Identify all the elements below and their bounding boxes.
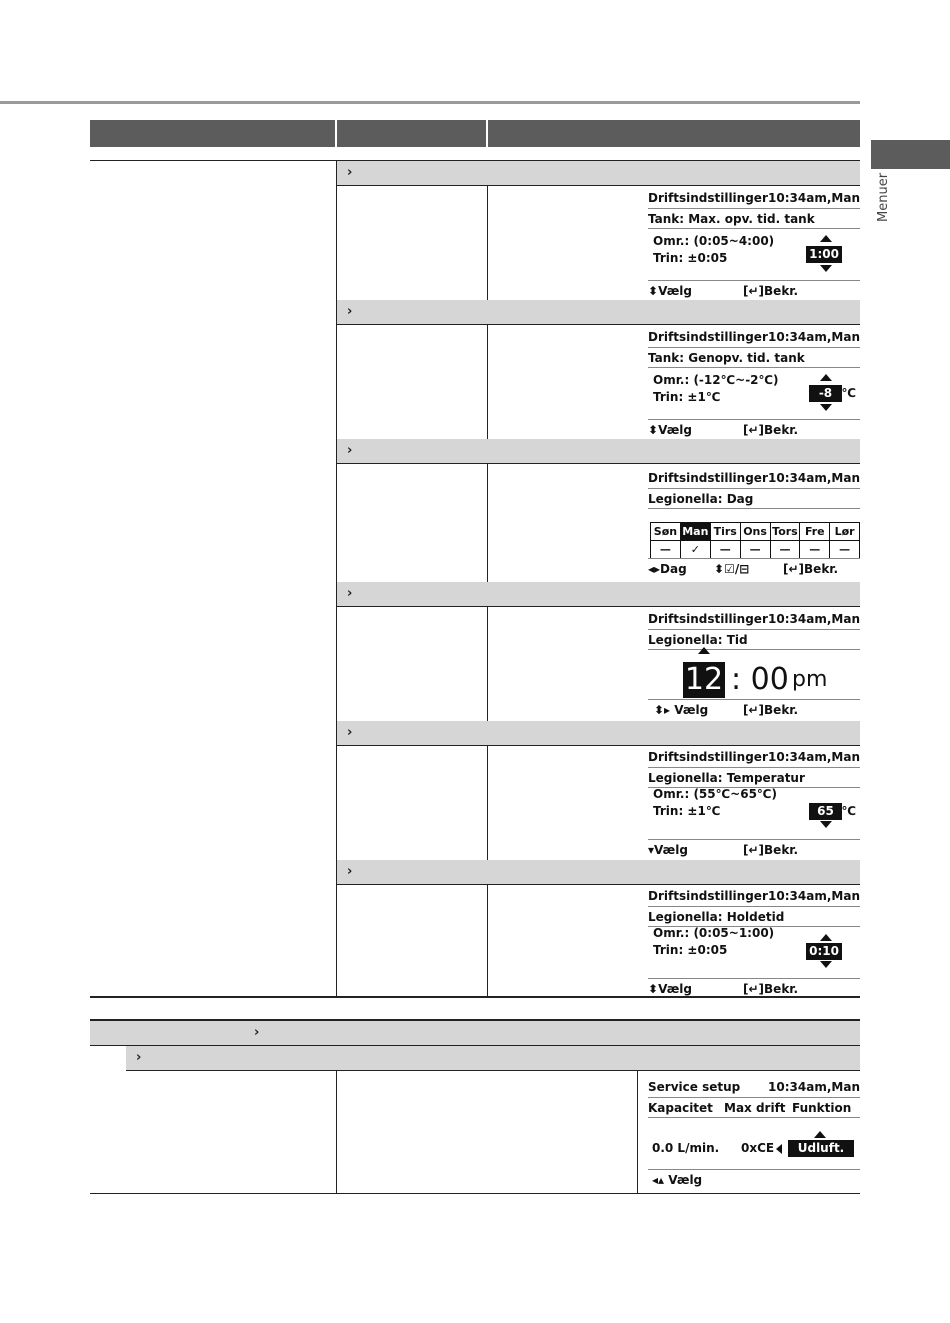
- lcd-panel-service-setup: [648, 1078, 860, 1190]
- lcd-title: Driftsindstillinger: [648, 191, 768, 205]
- sub-header-row: [337, 439, 860, 463]
- arrow-up-icon: [820, 934, 832, 941]
- lcd-foot-confirm: Bekr.: [764, 423, 799, 437]
- row-rule: [337, 324, 860, 325]
- sub-header-row: [126, 1046, 860, 1070]
- enter-icon: [↵]: [743, 982, 765, 996]
- enter-icon: [↵]: [783, 562, 805, 576]
- lcd-foot-confirm: Bekr.: [764, 284, 799, 298]
- arrow-down-icon: [820, 404, 832, 411]
- enter-icon: [↵]: [743, 423, 765, 437]
- day-label: Lør: [830, 523, 860, 541]
- lcd-time: 10:34am,Man: [768, 889, 860, 903]
- dash-icon: —: [770, 541, 800, 559]
- lcd-panel-reheat-time: [648, 328, 860, 440]
- chevron-right-icon: ›: [347, 864, 353, 879]
- ampm-value: pm: [792, 667, 828, 692]
- dash-icon: —: [830, 541, 860, 559]
- lcd-foot-select: Vælg: [654, 843, 688, 857]
- lcd-subtitle: Legionella: Tid: [648, 631, 860, 650]
- day-label: Ons: [740, 523, 770, 541]
- arrow-up-icon: [814, 1131, 826, 1138]
- lcd-title: Driftsindstillinger: [648, 330, 768, 344]
- lcd-panel-legionella-temp: [648, 748, 860, 860]
- enter-icon: [↵]: [743, 284, 765, 298]
- arrow-down-icon: [820, 821, 832, 828]
- lcd-title: Driftsindstillinger: [648, 612, 768, 626]
- arrow-down-icon: [698, 690, 710, 697]
- up-down-right-icon: ⬍▸: [654, 703, 675, 717]
- arrow-left-icon: [776, 1144, 782, 1154]
- arrow-up-icon: [820, 374, 832, 381]
- lcd-title: Driftsindstillinger: [648, 750, 768, 764]
- lcd-foot-select: Vælg: [658, 423, 692, 437]
- row-rule: [337, 884, 860, 885]
- lcd-foot-toggle: ☑/⊟: [724, 562, 750, 576]
- col-capacity: Kapacitet: [648, 1101, 713, 1115]
- col-function: Funktion: [792, 1101, 852, 1115]
- arrow-down-icon: [820, 961, 832, 968]
- function-value: Udluft.: [788, 1140, 854, 1157]
- sub-header-row: [337, 582, 860, 606]
- lcd-subtitle: Tank: Max. opv. tid. tank: [648, 210, 860, 229]
- dash-icon: —: [740, 541, 770, 559]
- up-down-icon: ⬍: [648, 982, 659, 996]
- lcd-time: 10:34am,Man: [768, 471, 860, 485]
- lcd-value: -8: [809, 385, 842, 402]
- lcd-title: Service setup: [648, 1080, 741, 1094]
- lcd-time: 10:34am,Man: [768, 1080, 860, 1094]
- lcd-foot-select: Vælg: [674, 703, 709, 717]
- arrow-up-icon: [820, 235, 832, 242]
- lcd-foot-select: Vælg: [658, 284, 692, 298]
- lcd-value: 1:00: [806, 246, 842, 263]
- chevron-right-icon: ›: [254, 1025, 260, 1040]
- dash-icon: —: [800, 541, 830, 559]
- dash-icon: —: [651, 541, 681, 559]
- down-icon: ▾: [648, 843, 655, 857]
- row-rule: [337, 745, 860, 746]
- up-down-icon: ⬍: [714, 562, 725, 576]
- arrow-up-icon: [698, 647, 710, 654]
- lcd-foot-select: Vælg: [658, 982, 692, 996]
- sub-header-row: [337, 300, 860, 324]
- lcd-subtitle: Legionella: Temperatur: [648, 769, 860, 788]
- lcd-time: 10:34am,Man: [768, 330, 860, 344]
- row-rule: [126, 1070, 860, 1071]
- day-label: Fre: [800, 523, 830, 541]
- lcd-step: Trin: ±0:05: [653, 251, 728, 265]
- lcd-foot-confirm: Bekr.: [764, 703, 799, 717]
- day-grid: [650, 522, 860, 559]
- lcd-time: 10:34am,Man: [768, 191, 860, 205]
- lcd-title: Driftsindstillinger: [648, 889, 768, 903]
- left-up-icon: ◂▴: [652, 1173, 669, 1187]
- up-down-icon: ⬍: [648, 284, 659, 298]
- table2-col-divider-2: [637, 1070, 638, 1194]
- row-rule: [337, 463, 860, 464]
- hour-value: 12: [684, 662, 724, 697]
- lcd-subtitle: Legionella: Holdetid: [648, 908, 860, 927]
- chevron-right-icon: ›: [347, 586, 353, 601]
- col-max: Max drift: [724, 1101, 786, 1115]
- table-header-col-3: [488, 120, 860, 147]
- lcd-step: Trin: ±0:05: [653, 943, 728, 957]
- lcd-panel-max-heat-time: [648, 189, 860, 301]
- table2-col-divider-1: [336, 1070, 337, 1194]
- table2-bottom-rule: [90, 1193, 860, 1194]
- lcd-unit: ℃: [841, 804, 856, 818]
- lcd-range: Omr.: (0:05~4:00): [653, 234, 775, 248]
- lcd-unit: ℃: [841, 386, 856, 400]
- check-icon: ✓: [680, 541, 710, 559]
- capacity-value: 0.0 L/min.: [652, 1141, 720, 1155]
- lcd-range: Omr.: (55℃~65℃): [653, 787, 777, 801]
- lcd-foot-confirm: Bekr.: [804, 562, 839, 576]
- sub-header-row: [337, 161, 860, 185]
- lcd-title: Driftsindstillinger: [648, 471, 768, 485]
- table-header-col-2: [337, 120, 486, 147]
- lcd-foot-confirm: Bekr.: [764, 843, 799, 857]
- lcd-subtitle: Legionella: Dag: [648, 490, 860, 509]
- chevron-right-icon: ›: [347, 304, 353, 319]
- max-value: 0xCE: [741, 1141, 775, 1155]
- lcd-panel-legionella-day: [648, 469, 860, 581]
- side-tab: [871, 140, 950, 169]
- enter-icon: [↵]: [743, 703, 765, 717]
- row-rule: [337, 606, 860, 607]
- top-rule: [0, 101, 860, 104]
- lcd-foot-confirm: Bekr.: [764, 982, 799, 996]
- lcd-time: 10:34am,Man: [768, 750, 860, 764]
- table-header-col-1: [90, 120, 335, 147]
- left-right-icon: ◂▸: [648, 562, 661, 576]
- side-tab-label: Menuer: [876, 172, 891, 222]
- chevron-right-icon: ›: [347, 165, 353, 180]
- sub-header-row: [337, 721, 860, 745]
- lcd-value: 65: [809, 803, 842, 820]
- lcd-step: Trin: ±1℃: [653, 390, 721, 404]
- enter-icon: [↵]: [743, 843, 765, 857]
- minute-value: : 00: [731, 662, 789, 697]
- day-label-selected: Man: [680, 523, 710, 541]
- chevron-right-icon: ›: [347, 443, 353, 458]
- row-rule: [337, 185, 860, 186]
- chevron-right-icon: ›: [136, 1050, 142, 1065]
- day-label: Tirs: [710, 523, 740, 541]
- lcd-range: Omr.: (-12℃~-2℃): [653, 373, 779, 387]
- lcd-value: 0:10: [806, 943, 842, 960]
- chevron-right-icon: ›: [347, 725, 353, 740]
- lcd-foot-select: Vælg: [668, 1173, 703, 1187]
- day-label: Søn: [651, 523, 681, 541]
- up-down-icon: ⬍: [648, 423, 659, 437]
- lcd-panel-legionella-hold: [648, 887, 860, 999]
- lcd-time: 10:34am,Man: [768, 612, 860, 626]
- lcd-subtitle: Tank: Genopv. tid. tank: [648, 349, 860, 368]
- dash-icon: —: [710, 541, 740, 559]
- lcd-foot-day: Dag: [660, 562, 687, 576]
- sub-header-row: [337, 860, 860, 884]
- day-label: Tors: [770, 523, 800, 541]
- lcd-range: Omr.: (0:05~1:00): [653, 926, 775, 940]
- lcd-panel-legionella-time: [648, 610, 860, 722]
- arrow-down-icon: [820, 265, 832, 272]
- lcd-step: Trin: ±1℃: [653, 804, 721, 818]
- sub-header-row: [90, 1021, 860, 1045]
